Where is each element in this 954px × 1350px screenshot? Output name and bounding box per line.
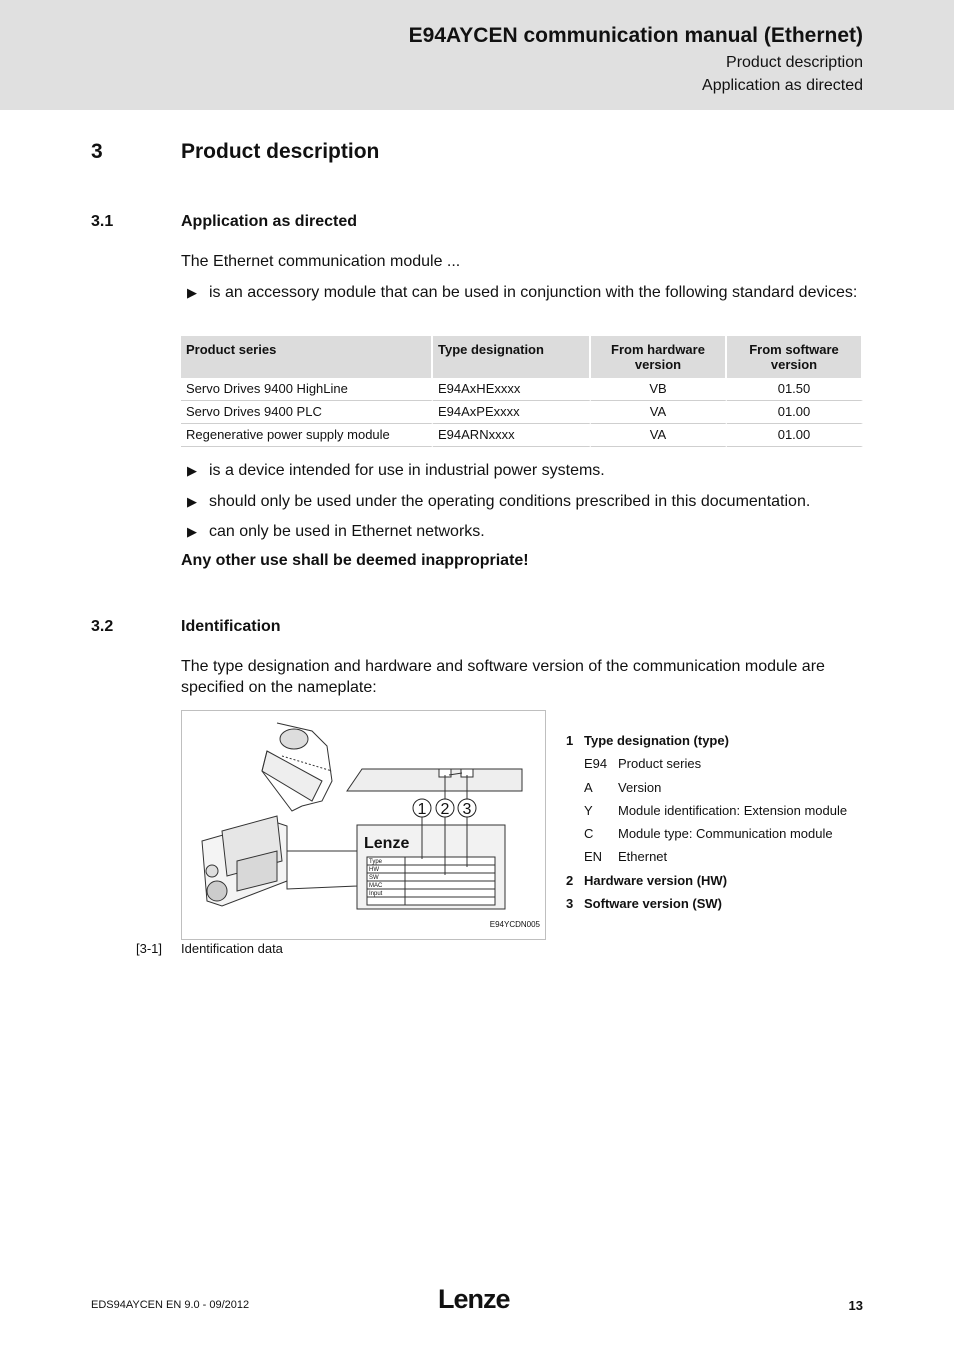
section-title-3-1: Application as directed bbox=[181, 213, 358, 230]
table-cell: Regenerative power supply module bbox=[181, 424, 433, 447]
column-header: Type designation bbox=[433, 336, 591, 378]
column-header: From hardware version bbox=[591, 336, 727, 378]
bullet-text: can only be used in Ethernet networks. bbox=[209, 523, 485, 540]
column-header: From software version bbox=[727, 336, 863, 378]
legend-label-3: Software version (SW) bbox=[584, 896, 722, 911]
table-cell: Servo Drives 9400 HighLine bbox=[181, 378, 433, 401]
callout-label-1: 1 bbox=[417, 801, 427, 818]
table-row bbox=[181, 378, 863, 401]
bullet-item-1 bbox=[187, 282, 867, 303]
manual-title: E94AYCEN communication manual (Ethernet) bbox=[408, 24, 863, 47]
plate-field-input: Input bbox=[369, 891, 383, 897]
bullet-arrow-icon: ▶ bbox=[187, 524, 197, 539]
legend-desc: Version bbox=[618, 780, 662, 795]
lenze-logo: Lenze bbox=[438, 1284, 510, 1314]
plate-field-type: Type bbox=[369, 859, 383, 865]
legend-desc: Ethernet bbox=[618, 849, 668, 864]
figure-caption: Identification data bbox=[181, 941, 283, 956]
table-cell: VA bbox=[591, 401, 727, 424]
intro-text: The Ethernet communication module ... bbox=[181, 253, 461, 270]
chapter-title: Product description bbox=[181, 140, 380, 163]
page-header bbox=[0, 0, 954, 110]
callout-label-2: 2 bbox=[440, 801, 450, 818]
table-row bbox=[181, 401, 863, 424]
bullet-item-4 bbox=[187, 521, 867, 542]
bullet-item-3 bbox=[187, 491, 867, 512]
table-cell: VB bbox=[591, 378, 727, 401]
bullet-arrow-icon: ▶ bbox=[187, 285, 197, 300]
bullet-item-2 bbox=[187, 460, 867, 481]
legend-label-2: Hardware version (HW) bbox=[584, 873, 728, 888]
column-header: Product series bbox=[181, 336, 433, 378]
identification-text: The type designation and hardware and software version of the communication module are specified on the nameplate: bbox=[181, 658, 825, 696]
bullet-arrow-icon: ▶ bbox=[187, 494, 197, 509]
table-row bbox=[181, 424, 863, 447]
section-title-3-2: Identification bbox=[181, 618, 281, 635]
legend-desc: Module type: Communication module bbox=[618, 826, 833, 841]
callout-label-3: 3 bbox=[462, 801, 472, 818]
device-table bbox=[181, 336, 863, 447]
page-number: 13 bbox=[848, 1298, 863, 1313]
plate-field-hw: HW bbox=[369, 867, 379, 873]
figure-id: E94YCDN005 bbox=[489, 920, 540, 929]
chapter-number: 3 bbox=[91, 140, 103, 163]
inappropriate-use-note: Any other use shall be deemed inappropriate! bbox=[181, 552, 529, 569]
legend-num-1: 1 bbox=[566, 733, 574, 748]
plate-field-mac: MAC bbox=[369, 883, 383, 889]
bullet-text: is an accessory module that can be used in conjunction with the following standard devices: bbox=[209, 284, 858, 301]
header-chapter: Product description bbox=[726, 54, 863, 71]
table-header-row bbox=[181, 336, 863, 378]
table-cell: VA bbox=[591, 424, 727, 447]
legend-code: A bbox=[584, 780, 593, 795]
bullet-text: is a device intended for use in industrial power systems. bbox=[209, 462, 605, 479]
section-number-3-2: 3.2 bbox=[91, 618, 114, 635]
table-cell: E94AxPExxxx bbox=[433, 401, 591, 424]
table-cell: Servo Drives 9400 PLC bbox=[181, 401, 433, 424]
nameplate-illustration bbox=[182, 711, 545, 939]
bullet-text: should only be used under the operating conditions prescribed in this documentation. bbox=[209, 493, 811, 510]
document-id: EDS94AYCEN EN 9.0 - 09/2012 bbox=[91, 1299, 250, 1311]
nameplate-figure bbox=[181, 710, 546, 940]
legend-desc: Module identification: Extension module bbox=[618, 803, 848, 818]
table-cell: E94ARNxxxx bbox=[433, 424, 591, 447]
bullet-arrow-icon: ▶ bbox=[187, 463, 197, 478]
legend-code: EN bbox=[584, 849, 603, 864]
legend-code: Y bbox=[584, 803, 593, 818]
legend-desc: Product series bbox=[618, 756, 702, 771]
header-section: Application as directed bbox=[702, 77, 863, 94]
table-cell: 01.00 bbox=[727, 424, 863, 447]
legend-label-1: Type designation (type) bbox=[584, 733, 729, 748]
legend-num-3: 3 bbox=[566, 896, 574, 911]
section-number-3-1: 3.1 bbox=[91, 213, 114, 230]
table-cell: 01.50 bbox=[727, 378, 863, 401]
legend-num-2: 2 bbox=[566, 873, 574, 888]
table-cell: 01.00 bbox=[727, 401, 863, 424]
nameplate-logo: Lenze bbox=[364, 835, 410, 852]
plate-field-sw: SW bbox=[369, 875, 379, 881]
table-cell: E94AxHExxxx bbox=[433, 378, 591, 401]
legend-code: E94 bbox=[584, 756, 608, 771]
figure-caption-number: [3-1] bbox=[136, 941, 163, 956]
legend-code: C bbox=[584, 826, 594, 841]
